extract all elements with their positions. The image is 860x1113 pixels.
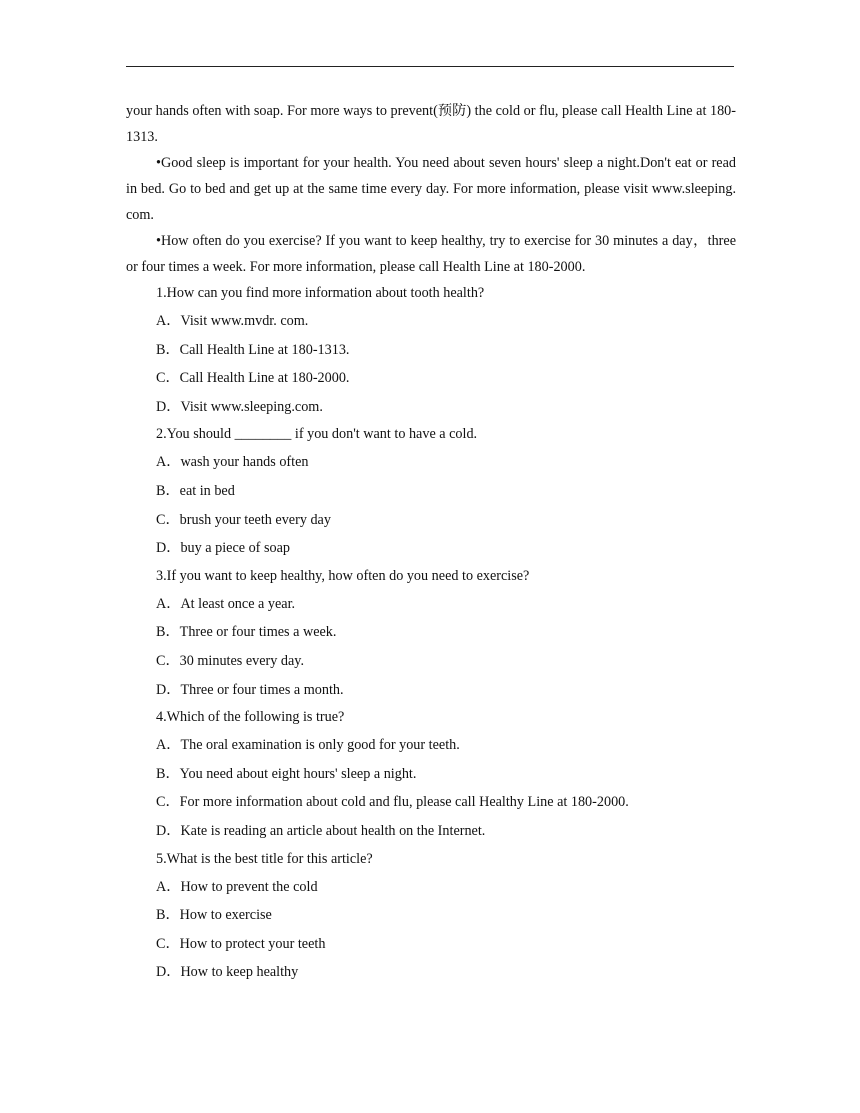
option-letter: B．: [156, 482, 180, 499]
option-letter: A．: [156, 454, 181, 471]
answer-option: [126, 336, 736, 365]
answer-option: [126, 958, 736, 987]
answer-option: [126, 760, 736, 789]
option-letter: D．: [156, 681, 181, 698]
option-letter: D．: [156, 540, 181, 557]
option-text: 30 minutes every day.: [179, 652, 305, 669]
option-text: You need about eight hours' sleep a night.: [179, 765, 417, 782]
question-block: [126, 704, 736, 845]
option-text: wash your hands often: [180, 454, 309, 471]
option-text: Visit www.mvdr. com.: [180, 313, 309, 329]
answer-option: [126, 901, 736, 930]
option-letter: C．: [156, 794, 180, 811]
question-stem: 5.What is the best title for this article?: [156, 850, 373, 867]
option-text: At least once a year.: [180, 595, 296, 612]
question-stem: 2.You should ________ if you don't want to have a cold.: [156, 426, 478, 443]
answer-option: [126, 477, 736, 506]
answer-option: [126, 448, 736, 477]
option-letter: B．: [156, 907, 180, 924]
question-block: [126, 280, 736, 421]
option-letter: D．: [156, 398, 181, 415]
question-block: [126, 563, 736, 704]
passage-paragraph: •How often do you exercise? If you want to keep healthy, try to exercise for 30 minutes a day，three or four times a week. For more information, please call Health Line at 180-2000.: [126, 233, 736, 275]
document-body: [126, 98, 736, 987]
answer-option: [126, 930, 736, 959]
option-text: Three or four times a week.: [179, 624, 337, 641]
option-letter: C．: [156, 935, 180, 952]
option-text: How to prevent the cold: [180, 878, 318, 895]
option-text: Call Health Line at 180-1313.: [179, 341, 350, 358]
option-text: Call Health Line at 180-2000.: [179, 370, 350, 387]
answer-option: [126, 590, 736, 619]
question-block: [126, 421, 736, 562]
answer-option: [126, 506, 736, 535]
answer-option: [126, 393, 736, 422]
option-text: Visit www.sleeping.com.: [180, 398, 323, 415]
header-rule: [126, 66, 734, 67]
answer-option: [126, 676, 736, 705]
option-letter: C．: [156, 370, 180, 387]
option-text: How to keep healthy: [180, 964, 299, 981]
answer-option: [126, 731, 736, 760]
question-block: [126, 846, 736, 987]
option-text: Kate is reading an article about health on the Internet.: [180, 822, 486, 839]
answer-option: [126, 647, 736, 676]
option-text: buy a piece of soap: [180, 540, 290, 557]
answer-option: [126, 788, 736, 817]
passage-paragraph: •Good sleep is important for your health. You need about seven hours' sleep a night.Don't eat or read in bed. Go to bed and get up at the same time every day. For more information, please visit www.sleeping. com.: [126, 155, 736, 223]
option-text: The oral examination is only good for your teeth.: [180, 737, 460, 754]
option-letter: A．: [156, 878, 181, 895]
answer-option: [126, 307, 736, 336]
option-letter: B．: [156, 765, 180, 782]
answer-option: [126, 364, 736, 393]
option-text: How to protect your teeth: [179, 935, 326, 952]
option-letter: C．: [156, 652, 180, 669]
option-letter: B．: [156, 624, 180, 641]
option-letter: A．: [156, 595, 181, 612]
answer-option: [126, 618, 736, 647]
option-text: brush your teeth every day: [179, 511, 331, 528]
passage-paragraph: your hands often with soap. For more ways to prevent(预防) the cold or flu, please call Health Line at 180-1313.: [126, 103, 736, 145]
option-letter: B．: [156, 341, 180, 358]
option-letter: A．: [156, 313, 181, 329]
option-letter: C．: [156, 511, 180, 528]
answer-option: [126, 873, 736, 902]
option-letter: D．: [156, 822, 181, 839]
option-text: How to exercise: [179, 907, 272, 924]
option-text: Three or four times a month.: [180, 681, 344, 698]
question-stem: 4.Which of the following is true?: [156, 709, 345, 726]
question-stem: 3.If you want to keep healthy, how often do you need to exercise?: [156, 567, 530, 584]
answer-option: [126, 817, 736, 846]
option-text: For more information about cold and flu, please call Healthy Line at 180-2000.: [179, 794, 629, 811]
option-letter: A．: [156, 737, 181, 754]
option-text: eat in bed: [179, 482, 235, 499]
option-letter: D．: [156, 964, 181, 981]
answer-option: [126, 534, 736, 563]
question-stem: 1.How can you find more information about tooth health?: [156, 285, 485, 301]
